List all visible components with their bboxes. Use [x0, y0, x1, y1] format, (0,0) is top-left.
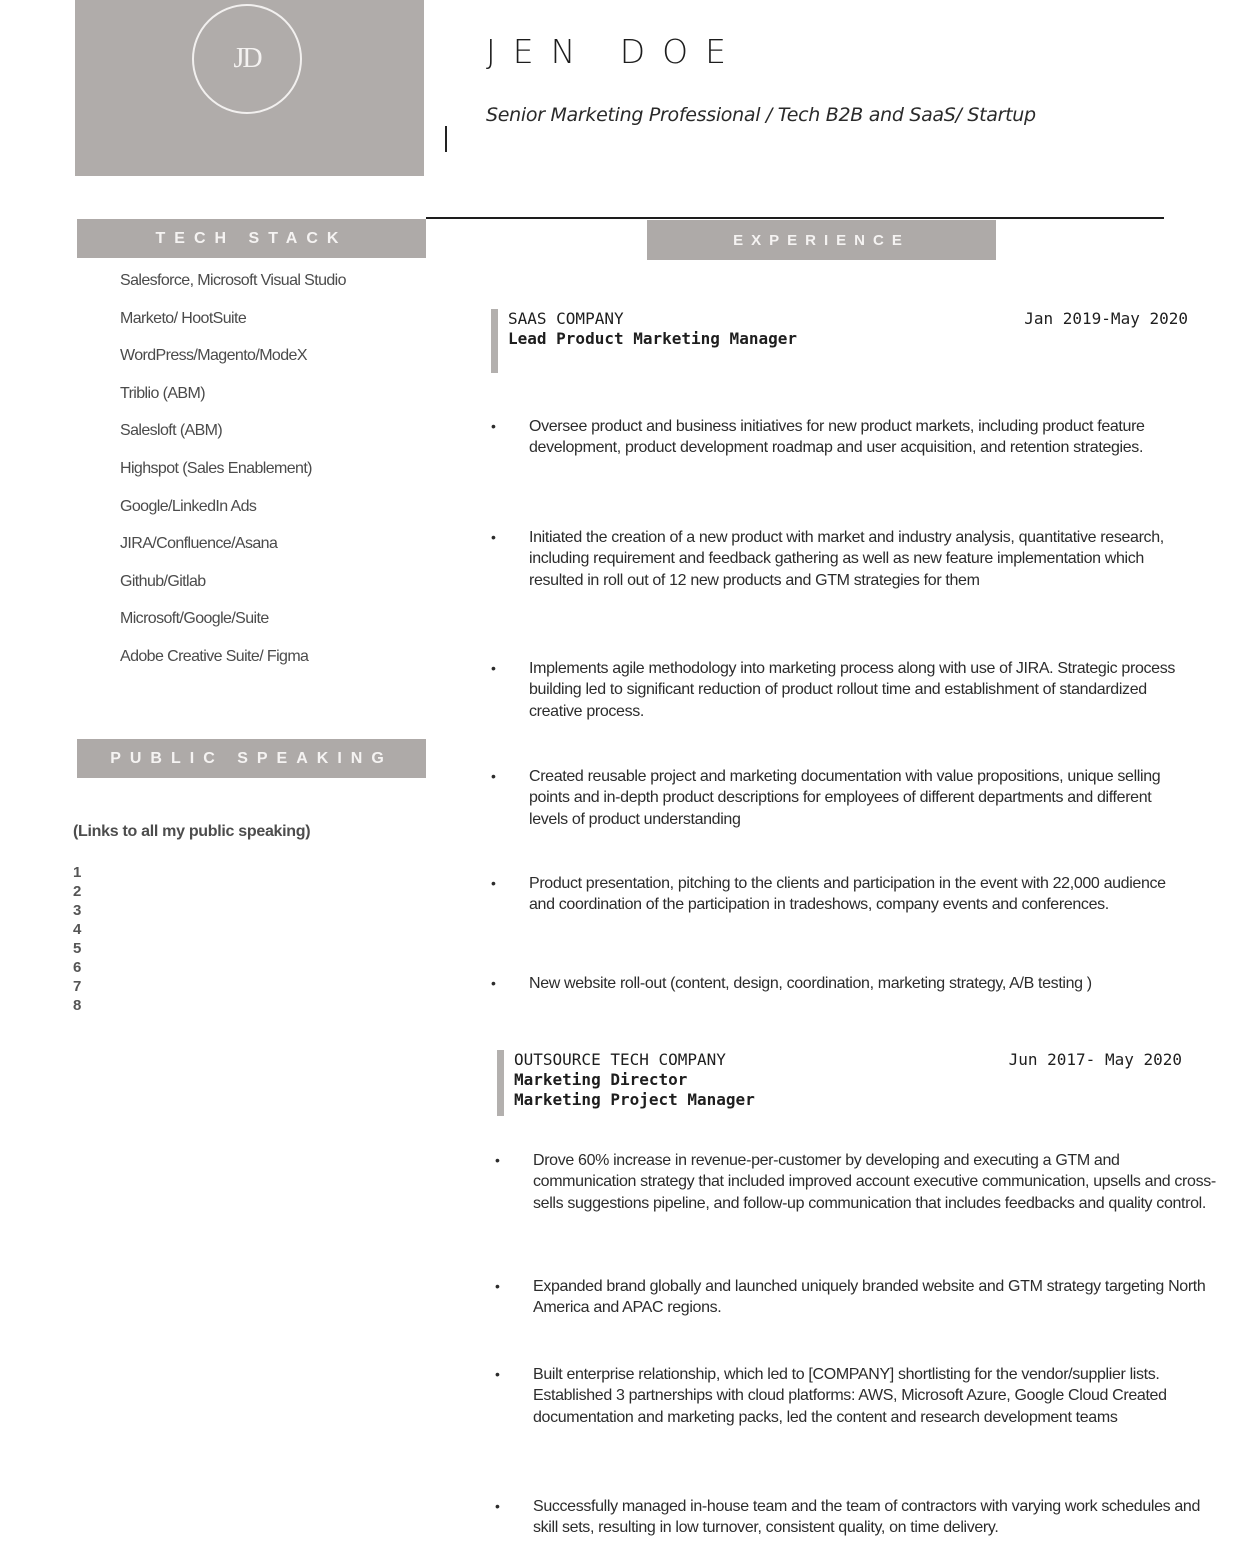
tech-stack-item: Github/Gitlab	[120, 572, 206, 590]
speaking-link-number[interactable]: 1	[73, 864, 82, 881]
bullet-icon: •	[491, 418, 496, 434]
tech-stack-item: Google/LinkedIn Ads	[120, 497, 257, 515]
tech-stack-item: Triblio (ABM)	[120, 384, 205, 402]
job-dates: Jun 2017- May 2020	[1008, 1050, 1182, 1069]
speaking-link-number[interactable]: 4	[73, 921, 82, 938]
bullet-text: Expanded brand globally and launched uniquely branded website and GTM strategy targeting North America and APAC regions.	[533, 1278, 1206, 1317]
speaking-link-number[interactable]: 5	[73, 940, 82, 957]
tech-stack-item: Marketo/ HootSuite	[120, 309, 247, 327]
tech-stack-item: Salesloft (ABM)	[120, 422, 223, 440]
bullet-text: Drove 60% increase in revenue-per-customer by developing and executing a GTM and communication strategy that included improved account executive communication, upsells and cross-sells suggestions pipeline, and follow-up communication that includes feedbacks and quality control.	[533, 1152, 1216, 1212]
job-title: Lead Product Marketing Manager	[508, 329, 797, 348]
job-title: Marketing Director	[514, 1070, 688, 1089]
tech-stack-heading: TECH STACK	[77, 219, 426, 258]
job-bullet	[495, 1496, 1213, 1539]
bullet-text: Implements agile methodology into marketing process along with use of JIRA. Strategic process building led to significant reduction of product rollout time and establishment of standardized creative process.	[529, 660, 1176, 720]
public-speaking-note: (Links to all my public speaking)	[73, 823, 311, 840]
job-bullet	[491, 766, 1189, 830]
bullet-text: Created reusable project and marketing documentation with value propositions, unique selling points and in-depth product descriptions for employees of different departments and different levels of product understanding	[529, 768, 1161, 828]
bullet-icon: •	[495, 1152, 500, 1168]
bullet-text: New website roll-out (content, design, coordination, marketing strategy, A/B testing )	[529, 975, 1092, 992]
bullet-text: Product presentation, pitching to the clients and participation in the event with 22,000 audience and coordination of the participation in tradeshows, company events and conferences.	[529, 875, 1166, 914]
bullet-text: Built enterprise relationship, which led to [COMPANY] shortlisting for the vendor/supplier lists. Established 3 partnerships with cloud platforms: AWS, Microsoft Azure, Google Cloud Created documentation and marketing packs, led the content and research development teams	[533, 1366, 1167, 1426]
speaking-link-number[interactable]: 7	[73, 978, 82, 995]
bullet-icon: •	[491, 768, 496, 784]
job-bullet	[495, 1364, 1203, 1428]
candidate-name: JEN DOE	[486, 32, 743, 71]
tech-stack-item: Highspot (Sales Enablement)	[120, 459, 312, 477]
job-header-outsource	[497, 1050, 1182, 1116]
tech-stack-list	[120, 272, 346, 686]
company-name: OUTSOURCE TECH COMPANY	[514, 1050, 726, 1069]
text-cursor	[445, 126, 447, 152]
job-title: Marketing Project Manager	[514, 1090, 755, 1109]
experience-heading: EXPERIENCE	[647, 220, 996, 260]
job-header-saas	[491, 309, 1188, 373]
speaking-link-number[interactable]: 3	[73, 902, 82, 919]
job-bullet	[491, 416, 1189, 459]
job-bullet	[491, 658, 1189, 722]
speaking-link-number[interactable]: 6	[73, 959, 82, 976]
job-bullet	[491, 973, 1189, 994]
bullet-text: Initiated the creation of a new product with market and industry analysis, quantitative research, including requirement and feedback gathering as well as new feature implementation which resulted in roll out of 12 new products and GTM strategies for them	[529, 529, 1164, 589]
bullet-text: Oversee product and business initiatives for new product markets, including product feature development, product development roadmap and user acquisition, and retention strategies.	[529, 418, 1145, 457]
bullet-text: Successfully managed in-house team and the team of contractors with varying work schedules and skill sets, resulting in low turnover, consistent quality, on time delivery.	[533, 1498, 1201, 1537]
company-name: SAAS COMPANY	[508, 309, 624, 328]
tech-stack-item: WordPress/Magento/ModeX	[120, 347, 307, 365]
bullet-icon: •	[491, 975, 496, 991]
public-speaking-links	[73, 863, 81, 1015]
bullet-icon: •	[495, 1278, 500, 1294]
bullet-icon: •	[495, 1498, 500, 1514]
job-dates: Jan 2019-May 2020	[1024, 309, 1188, 328]
photo-placeholder	[75, 0, 424, 176]
bullet-icon: •	[491, 660, 496, 676]
candidate-tagline: Senior Marketing Professional / Tech B2B and SaaS/ Startup	[486, 104, 1036, 126]
public-speaking-heading: PUBLIC SPEAKING	[77, 739, 426, 778]
bullet-icon: •	[491, 529, 496, 545]
job-bullet	[495, 1276, 1223, 1319]
tech-stack-item: JIRA/Confluence/Asana	[120, 535, 278, 553]
job-bullet	[491, 873, 1189, 916]
bullet-icon: •	[495, 1366, 500, 1382]
speaking-link-number[interactable]: 8	[73, 997, 82, 1014]
header-divider	[426, 217, 1164, 219]
tech-stack-item: Salesforce, Microsoft Visual Studio	[120, 272, 346, 289]
speaking-link-number[interactable]: 2	[73, 883, 82, 900]
job-bullet	[495, 1150, 1223, 1214]
tech-stack-item: Adobe Creative Suite/ Figma	[120, 647, 309, 665]
monogram-avatar	[192, 4, 302, 114]
bullet-icon: •	[491, 875, 496, 891]
job-bullet	[491, 527, 1189, 591]
tech-stack-item: Microsoft/Google/Suite	[120, 610, 269, 628]
monogram-initials: JD	[233, 43, 261, 74]
